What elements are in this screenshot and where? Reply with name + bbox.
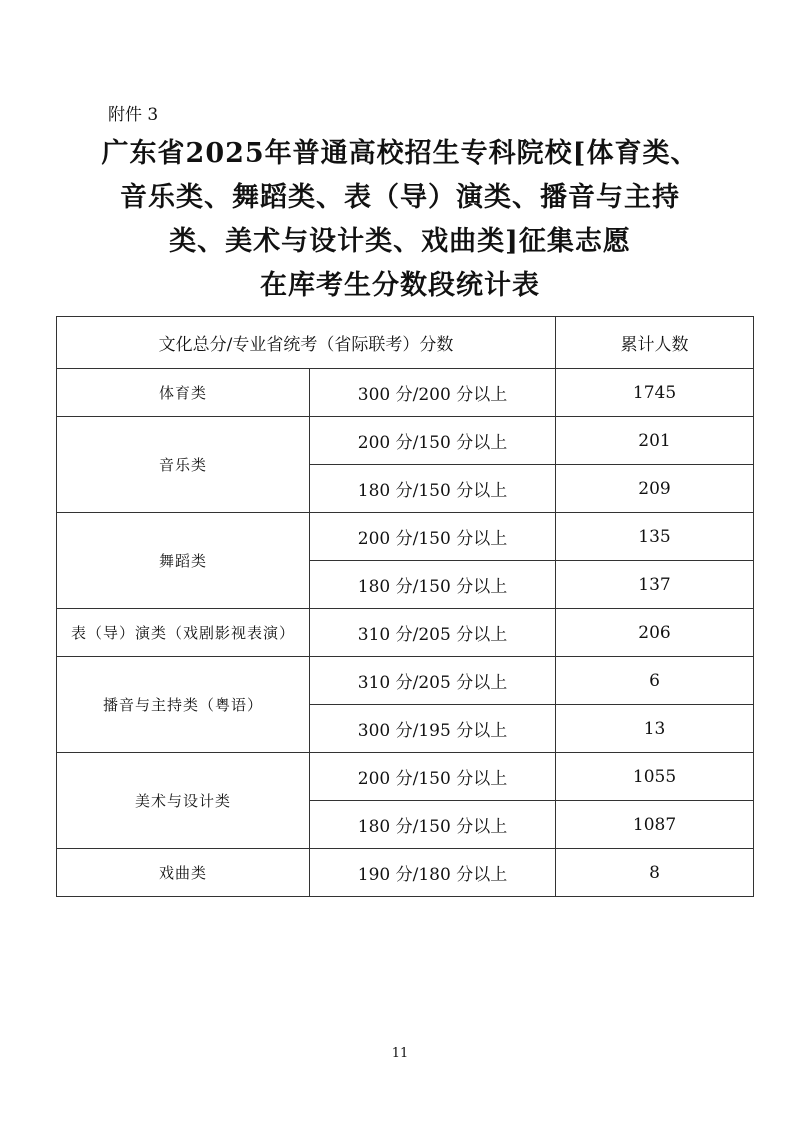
table-row	[57, 849, 754, 897]
table-row	[57, 753, 754, 801]
count-cell: 209	[556, 465, 754, 513]
score-cell: 310 分/205 分以上	[310, 609, 556, 657]
score-cell: 200 分/150 分以上	[310, 513, 556, 561]
table-row	[57, 369, 754, 417]
score-cell: 180 分/150 分以上	[310, 465, 556, 513]
count-cell: 135	[556, 513, 754, 561]
category-broadcasting: 播音与主持类（粤语）	[57, 657, 310, 753]
title-line: 广东省2025年普通高校招生专科院校[体育类、	[101, 138, 699, 169]
table-row	[57, 657, 754, 705]
table-row	[57, 609, 754, 657]
page-number: 11	[391, 1046, 409, 1061]
score-cell: 200 分/150 分以上	[310, 417, 556, 465]
category-performance: 表（导）演类（戏剧影视表演）	[57, 609, 310, 657]
title-line: 类、美术与设计类、戏曲类]征集志愿	[169, 226, 631, 257]
count-cell: 13	[556, 705, 754, 753]
header-cumulative-count: 累计人数	[556, 317, 754, 369]
category-music: 音乐类	[57, 417, 310, 513]
category-dance: 舞蹈类	[57, 513, 310, 609]
score-cell: 300 分/195 分以上	[310, 705, 556, 753]
count-cell: 206	[556, 609, 754, 657]
table-row	[57, 513, 754, 561]
score-statistics-table	[56, 316, 754, 897]
score-cell: 310 分/205 分以上	[310, 657, 556, 705]
document-title	[60, 132, 740, 308]
category-opera: 戏曲类	[57, 849, 310, 897]
count-cell: 6	[556, 657, 754, 705]
count-cell: 8	[556, 849, 754, 897]
category-art-design: 美术与设计类	[57, 753, 310, 849]
count-cell: 1055	[556, 753, 754, 801]
score-cell: 180 分/150 分以上	[310, 801, 556, 849]
count-cell: 1745	[556, 369, 754, 417]
count-cell: 201	[556, 417, 754, 465]
table-header-row	[57, 317, 754, 369]
score-cell: 180 分/150 分以上	[310, 561, 556, 609]
score-cell: 200 分/150 分以上	[310, 753, 556, 801]
count-cell: 137	[556, 561, 754, 609]
score-cell: 190 分/180 分以上	[310, 849, 556, 897]
score-cell: 300 分/200 分以上	[310, 369, 556, 417]
category-sports: 体育类	[57, 369, 310, 417]
title-line: 音乐类、舞蹈类、表（导）演类、播音与主持	[120, 182, 680, 213]
count-cell: 1087	[556, 801, 754, 849]
attachment-label: 附件 3	[108, 105, 159, 125]
title-line: 在库考生分数段统计表	[260, 270, 540, 301]
table-row	[57, 417, 754, 465]
header-score-range: 文化总分/专业省统考（省际联考）分数	[57, 317, 556, 369]
